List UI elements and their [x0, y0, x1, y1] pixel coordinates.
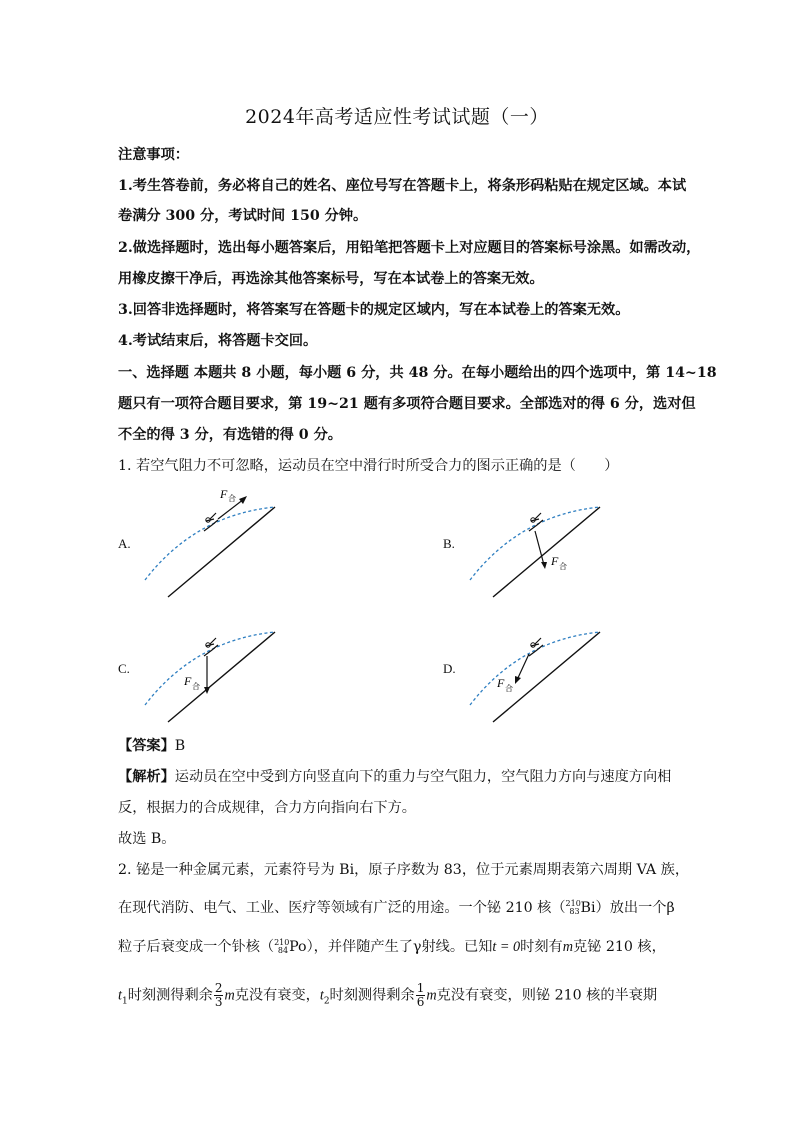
question-2-line: [118, 898, 678, 918]
note-line: 用橡皮擦干净后，再选涂其他答案标号，写在本试卷上的答案无效。: [118, 271, 544, 287]
svg-text:F: F: [184, 674, 192, 688]
option-b-label: B.: [443, 536, 455, 551]
slope-line: [168, 507, 275, 597]
answer-value: B: [174, 738, 186, 754]
note-line: 4.考试结束后，将答题卡交回。: [118, 333, 318, 349]
note-line: 1.考生答卷前，务必将自己的姓名、座位号写在答题卡上，将条形码粘贴在规定区域。本试: [118, 178, 687, 194]
question-1-stem: 1. 若空气阻力不可忽略，运动员在空中滑行时所受合力的图示正确的是（ ）: [118, 458, 619, 474]
q2-text: 在现代消防、电气、工业、医疗等领域有广泛的用途。一个铋 210 核（: [118, 900, 566, 916]
mass-symbol: m: [562, 939, 573, 955]
arrowhead-icon: [541, 562, 547, 569]
t1-subscript: 1: [121, 996, 128, 1007]
svg-text:F: F: [551, 554, 559, 568]
option-d-figure: [465, 610, 610, 725]
q2-text: 时刻测得剩余: [127, 987, 213, 1004]
t1-symbol: t: [118, 987, 122, 1004]
section-instruction: 一、选择题 本题共 8 小题，每小题 6 分，共 48 分。在每小题给出的四个选项中，第 14~18: [118, 365, 717, 381]
arrowhead-icon: [515, 676, 521, 684]
section-instruction: 不全的得 3 分，有选错的得 0 分。: [118, 427, 342, 443]
svg-text:F: F: [497, 676, 505, 690]
mass-symbol: m: [224, 987, 235, 1004]
analysis-text: 运动员在空中受到方向竖直向下的重力与空气阻力，空气阻力方向与速度方向相: [174, 769, 672, 785]
bi-symbol: Bi: [580, 900, 596, 916]
note-line: 卷满分 300 分，考试时间 150 分钟。: [118, 208, 368, 224]
po-symbol: Po: [289, 939, 307, 955]
po-nuclide-index: 210 84: [274, 938, 290, 955]
svg-text:合: 合: [192, 682, 200, 691]
question-2-line: 2. 铋是一种金属元素，元素符号为 Bi，原子序数为 83，位于元素周期表第六周期 VA 族，: [118, 862, 690, 878]
force-subscript: 合: [228, 494, 236, 503]
answer-tag: 【答案】: [118, 738, 175, 754]
svg-text:合: 合: [505, 684, 513, 693]
section-instruction: 题只有一项符合题目要求，第 19~21 题有多项符合题目要求。全部选对的得 6 分，选对但: [118, 396, 696, 412]
t-equation: t = 0: [492, 939, 521, 955]
note-line: 3.回答非选择题时，将答案写在答题卡的规定区域内，写在本试卷上的答案无效。: [118, 302, 630, 318]
skier-icon: [204, 513, 218, 531]
page-title: 2024年高考适应性考试试题（一）: [245, 106, 549, 128]
note-line: 2.做选择题时，选出每小题答案后，用铅笔把答题卡上对应题目的答案标号涂黑。如需改动，: [118, 240, 701, 256]
option-c-figure: [140, 610, 285, 725]
option-c-label: C.: [118, 661, 130, 676]
q2-text: 克铋 210 核，: [572, 939, 666, 955]
analysis-line: [118, 767, 678, 787]
q2-text: 克没有衰变，则铋 210 核的半衰期: [436, 987, 658, 1004]
skier-icon: [204, 638, 218, 656]
analysis-line: 故选 B。: [118, 831, 176, 847]
option-d-label: D.: [443, 661, 456, 676]
bi-nuclide-index: 210 83: [565, 899, 581, 916]
q2-text: 时刻有: [520, 939, 563, 955]
q2-text: ），并伴随产生了γ射线。已知: [306, 939, 493, 955]
analysis-tag: 【解析】: [118, 769, 175, 785]
analysis-line: 反，根据力的合成规律，合力方向指向右下方。: [118, 800, 416, 816]
skier-icon: [529, 513, 543, 531]
fraction-two-thirds: $\frac{2}{3}$: [214, 981, 223, 1009]
q2-text: 粒子后衰变成一个钋核（: [118, 939, 275, 955]
force-arrow: [517, 654, 529, 680]
t2-subscript: 2: [323, 996, 330, 1007]
mass-symbol: m: [426, 987, 437, 1004]
fraction-one-sixth: $\frac{1}{6}$: [416, 981, 425, 1009]
t2-symbol: t: [319, 987, 324, 1004]
option-a-figure: [140, 485, 285, 600]
trajectory-curve: [145, 507, 275, 580]
q2-text: 时刻测得剩余: [329, 987, 415, 1004]
option-a-label: A.: [118, 536, 131, 551]
arrowhead-icon: [239, 496, 247, 504]
force-label: F: [220, 487, 228, 501]
answer-line: [118, 736, 678, 756]
question-2-line: [118, 982, 678, 1011]
skier-icon: [529, 638, 543, 656]
question-2-line: [118, 937, 678, 957]
q2-text: 克没有衰变，: [234, 987, 320, 1004]
option-b-figure: [465, 485, 610, 600]
svg-text:合: 合: [559, 562, 567, 571]
notice-heading: 注意事项：: [118, 147, 189, 163]
q2-text: ）放出一个β: [595, 900, 675, 916]
